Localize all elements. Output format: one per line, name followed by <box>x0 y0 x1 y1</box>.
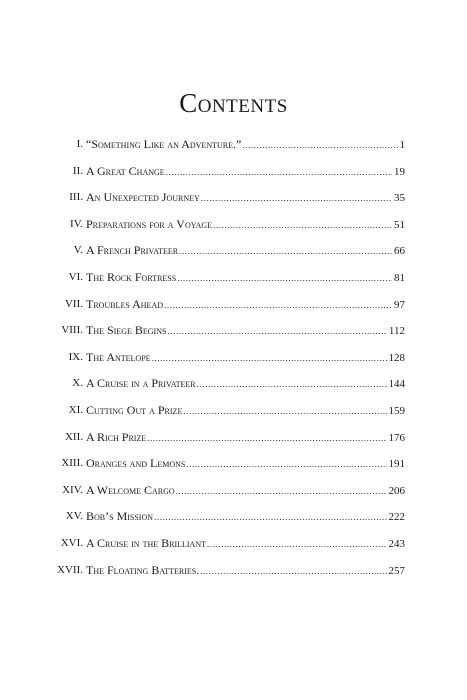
page-title: Contents <box>179 88 288 118</box>
toc-entry-line <box>86 293 405 316</box>
dot-leader <box>197 373 387 395</box>
page-number: 112 <box>388 325 405 338</box>
toc-entry[interactable] <box>0 505 467 527</box>
page-number: 35 <box>394 192 405 205</box>
toc-entry[interactable] <box>0 266 467 288</box>
chapter-numeral: VI. <box>68 271 83 283</box>
toc-entry[interactable] <box>0 213 467 235</box>
toc-entry[interactable] <box>0 160 467 182</box>
chapter-title: Oranges and Lemons <box>86 456 186 471</box>
chapter-numeral: IV. <box>70 217 83 230</box>
chapter-title: An Unexpected Journey <box>86 190 200 205</box>
toc-entry-line <box>86 133 405 156</box>
toc-entry[interactable] <box>0 346 467 368</box>
toc-entry[interactable] <box>0 399 467 421</box>
chapter-numeral: XVII. <box>57 563 83 576</box>
chapter-title: A Cruise in the Brilliant <box>86 536 206 550</box>
toc-entry[interactable] <box>0 186 467 208</box>
page-number: 206 <box>388 484 405 497</box>
chapter-title: Cutting Out a Prize <box>86 403 183 417</box>
chapter-numeral: VII. <box>64 297 83 310</box>
page-number: 257 <box>388 564 405 577</box>
chapter-numeral: VIII. <box>61 324 83 337</box>
toc-entry-line <box>86 186 405 209</box>
toc-entry[interactable] <box>0 479 467 501</box>
chapter-title: A Great Change <box>86 163 165 178</box>
page-number: 176 <box>388 431 405 444</box>
toc-entry-line <box>86 426 405 449</box>
dot-leader <box>183 400 386 422</box>
chapter-numeral: III. <box>69 191 83 204</box>
toc-entry[interactable] <box>0 452 467 474</box>
dot-leader <box>176 480 387 502</box>
chapter-numeral: I. <box>76 138 83 150</box>
chapter-title: The Siege Begins <box>86 323 167 338</box>
chapter-title: Preparations for a Voyage <box>86 216 213 231</box>
page-number: 128 <box>388 351 405 364</box>
dot-leader <box>213 214 392 236</box>
chapter-numeral: XVI. <box>60 537 83 549</box>
dot-leader <box>154 506 386 528</box>
dot-leader <box>242 134 397 156</box>
toc-entry-line <box>86 559 405 582</box>
dot-leader <box>177 267 392 289</box>
page-number: 1 <box>399 139 405 151</box>
toc-entry[interactable] <box>0 133 467 155</box>
chapter-title: A French Privateer <box>86 243 179 258</box>
toc-entry-line <box>86 160 405 183</box>
toc-entry[interactable] <box>0 559 467 581</box>
toc-entry-line <box>86 213 405 236</box>
chapter-numeral: XI. <box>68 404 83 416</box>
dot-leader <box>186 453 386 475</box>
toc-entry-line <box>86 346 405 369</box>
dot-leader <box>167 320 386 342</box>
chapter-numeral: IX. <box>68 350 83 363</box>
dot-leader <box>200 560 386 582</box>
chapter-title: Bob’s Mission <box>86 509 154 524</box>
dot-leader <box>179 240 392 262</box>
chapter-numeral: II. <box>72 164 83 177</box>
chapter-numeral: XIII. <box>61 457 83 470</box>
toc-entry-line <box>86 266 405 289</box>
toc-entry-line <box>86 239 405 262</box>
toc-entry-line <box>86 532 405 555</box>
page-number: 97 <box>394 298 405 311</box>
toc-entry[interactable] <box>0 239 467 261</box>
toc-entry-line <box>86 399 405 422</box>
page-number: 144 <box>388 378 405 391</box>
dot-leader <box>201 187 392 209</box>
chapter-numeral: XIV. <box>62 483 83 496</box>
toc-entry[interactable] <box>0 372 467 394</box>
dot-leader <box>207 533 387 555</box>
chapter-title: A Rich Prize <box>86 429 147 444</box>
chapter-title: Troubles Ahead <box>86 296 164 311</box>
toc-entry[interactable] <box>0 426 467 448</box>
dot-leader <box>147 427 386 449</box>
chapter-title: “Something Like an Adventure.” <box>86 137 242 151</box>
toc-entry-line <box>86 505 405 528</box>
page-number: 159 <box>388 405 405 417</box>
page-number: 66 <box>394 245 405 258</box>
dot-leader <box>152 347 387 369</box>
chapter-title: A Cruise in a Privateer <box>86 376 196 391</box>
chapter-numeral: V. <box>73 244 83 257</box>
chapter-title: The Floating Batteries. <box>86 562 200 577</box>
toc-entry-line <box>86 479 405 502</box>
page-number: 243 <box>388 538 405 550</box>
chapter-title: The Rock Fortress <box>86 270 177 284</box>
chapter-numeral: XII. <box>64 430 83 443</box>
toc-entry[interactable] <box>0 532 467 554</box>
dot-leader <box>164 294 392 316</box>
toc-entry[interactable] <box>0 319 467 341</box>
chapter-title: The Antelope <box>86 349 151 364</box>
page-number: 81 <box>394 272 405 284</box>
page-number: 222 <box>388 511 405 524</box>
chapter-numeral: XV. <box>65 510 83 523</box>
toc-entry-line <box>86 319 405 342</box>
dot-leader <box>166 161 392 183</box>
page-number: 19 <box>394 165 405 178</box>
toc-entry-line <box>86 372 405 395</box>
chapter-numeral: X. <box>72 377 83 390</box>
toc-entry[interactable] <box>0 293 467 315</box>
page-number: 191 <box>388 458 405 471</box>
page-number: 51 <box>394 218 405 231</box>
chapter-title: A Welcome Cargo <box>86 482 175 497</box>
toc-entry-line <box>86 452 405 475</box>
